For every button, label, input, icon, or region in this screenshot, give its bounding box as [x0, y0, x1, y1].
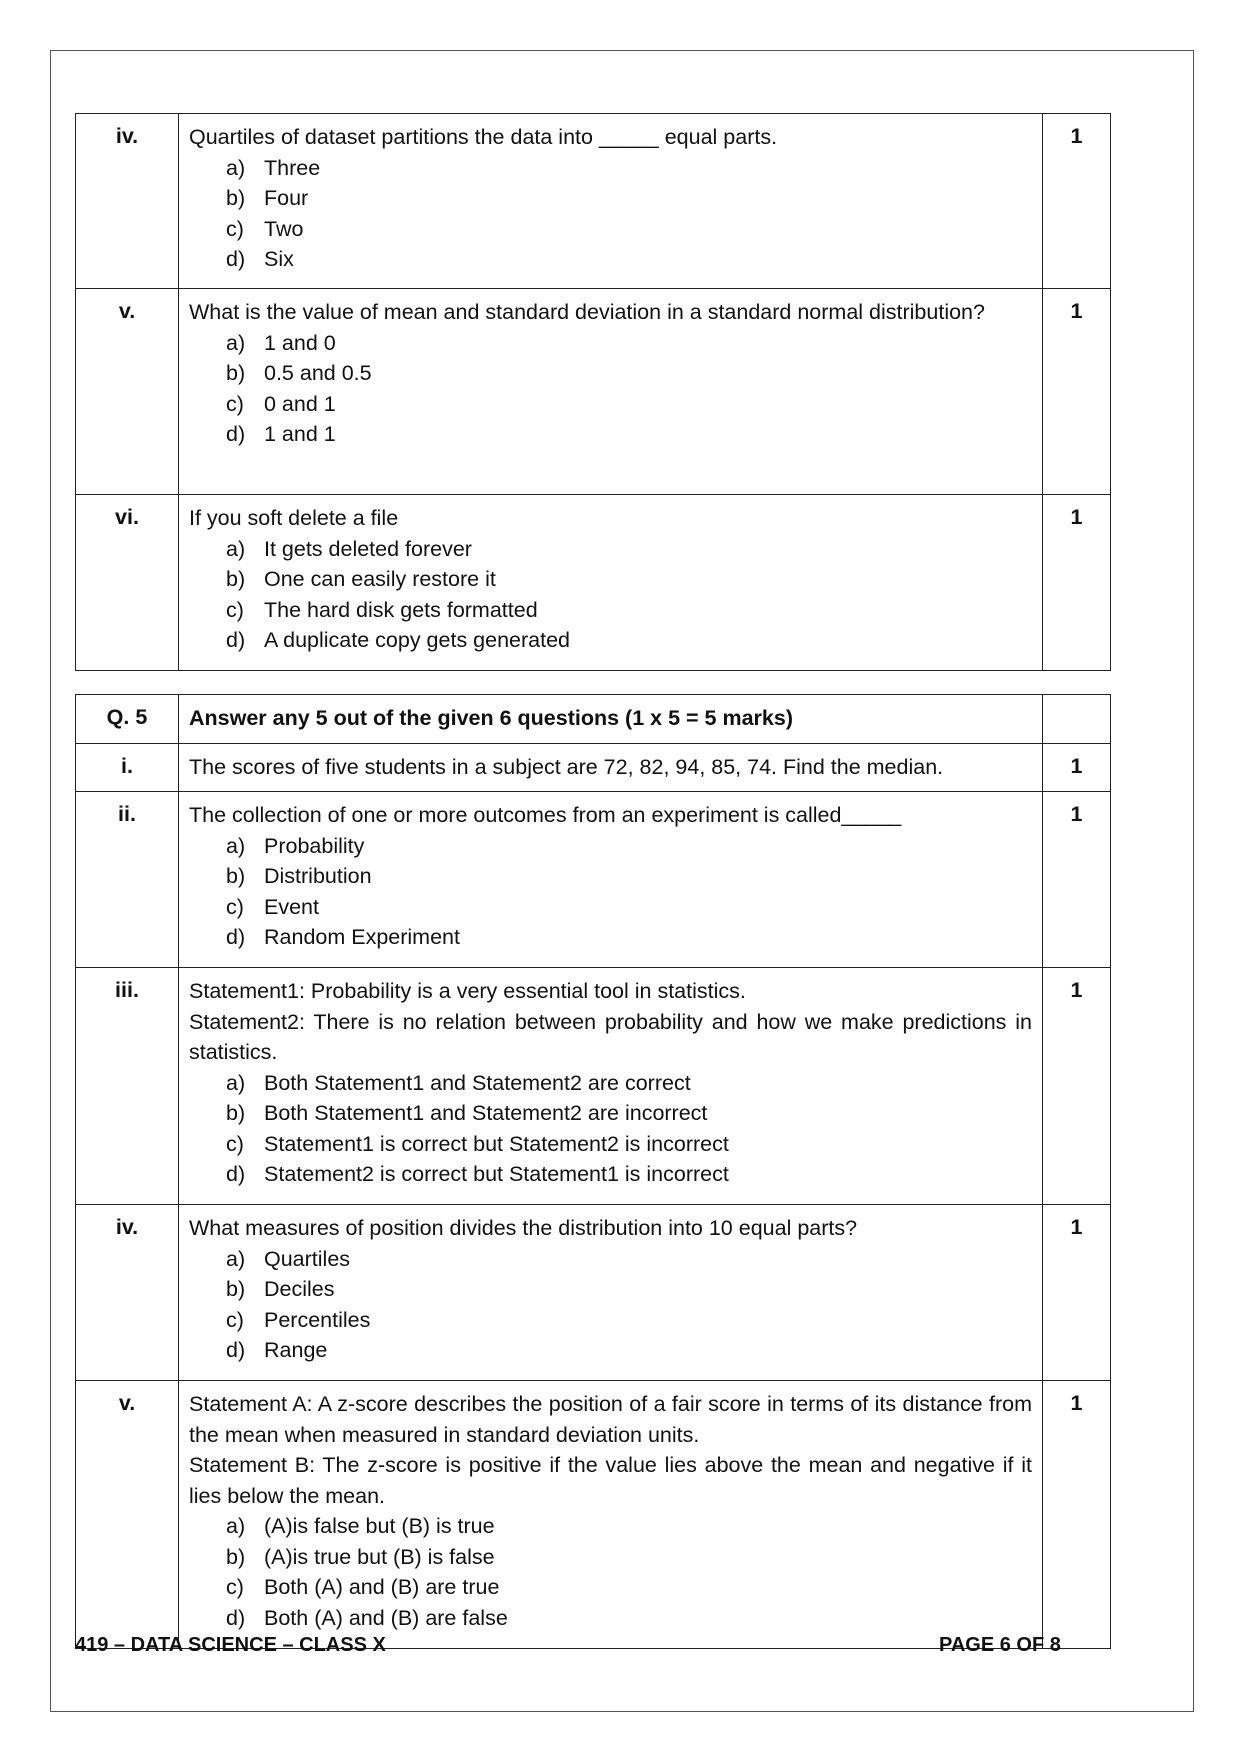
option: c) Statement1 is correct but Statement2 is incorrect [226, 1131, 729, 1156]
question-mark: 1 [1043, 1381, 1111, 1649]
option: a) Three [226, 155, 321, 180]
option: a) Probability [226, 833, 365, 858]
section-instruction: Answer any 5 out of the given 6 questions (1 x 5 = 5 marks) [179, 695, 1043, 744]
question-stem: The collection of one or more outcomes from an experiment is called_____ [189, 803, 902, 827]
option: c) Two [226, 216, 304, 241]
option: c) Percentiles [226, 1307, 371, 1332]
option: b) Four [226, 186, 309, 210]
option: a) (A)is false but (B) is true [226, 1514, 495, 1538]
question-stem: What measures of position divides the distribution into 10 equal parts? [189, 1216, 858, 1240]
option: b) Distribution [226, 864, 372, 888]
option: d) 1 and 1 [226, 422, 336, 446]
question-number: v. [76, 289, 179, 495]
question-stem: If you soft delete a file [189, 506, 399, 530]
question-number: iv. [76, 1205, 179, 1381]
question-stem: What is the value of mean and standard deviation in a standard normal distribution? [189, 300, 985, 324]
question-body [179, 792, 1043, 968]
options-list [189, 153, 1032, 275]
footer-subject: 419 – DATA SCIENCE – CLASS X [75, 1634, 386, 1656]
question-stem: Quartiles of dataset partitions the data into _____ equal parts. [189, 125, 778, 149]
question-number: iii. [76, 968, 179, 1205]
option: b) (A)is true but (B) is false [226, 1544, 495, 1569]
question-row [76, 792, 1111, 968]
section-header-row [76, 695, 1111, 744]
question-row [76, 289, 1111, 495]
question-row [76, 744, 1111, 792]
statement-1: Statement1: Probability is a very essential tool in statistics. [189, 979, 746, 1003]
question-mark: 1 [1043, 495, 1111, 671]
option: c) The hard disk gets formatted [226, 597, 538, 622]
option: b) 0.5 and 0.5 [226, 361, 372, 385]
question-stem: The scores of five students in a subject are 72, 82, 94, 85, 74. Find the median. [189, 755, 944, 779]
option: d) Range [226, 1338, 328, 1362]
options-list [189, 328, 1032, 450]
options-list [189, 831, 1032, 953]
question-row [76, 1205, 1111, 1381]
question-row [76, 1381, 1111, 1649]
option: a) It gets deleted forever [226, 536, 472, 561]
question-number: i. [76, 744, 179, 792]
option: a) Quartiles [226, 1246, 351, 1271]
option: b) One can easily restore it [226, 567, 496, 591]
question-mark: 1 [1043, 968, 1111, 1205]
questions-table-a [75, 113, 1111, 671]
question-row [76, 114, 1111, 289]
question-body [179, 495, 1043, 671]
options-list [189, 1244, 1032, 1366]
question-row [76, 968, 1111, 1205]
option: c) Both (A) and (B) are true [226, 1575, 500, 1599]
option: a) Both Statement1 and Statement2 are correct [226, 1070, 691, 1095]
option: b) Deciles [226, 1277, 335, 1301]
option: b) Both Statement1 and Statement2 are incorrect [226, 1101, 708, 1125]
question-body [179, 1381, 1043, 1649]
option: d) Six [226, 247, 294, 271]
option: d) Random Experiment [226, 925, 460, 949]
footer-page-number: PAGE 6 OF 8 [939, 1634, 1061, 1656]
statement-b: Statement B: The z-score is positive if the value lies above the mean and negative if it lies below the mean. [189, 1453, 1032, 1508]
options-list [189, 1511, 1032, 1633]
question-number: ii. [76, 792, 179, 968]
option: d) Both (A) and (B) are false [226, 1605, 508, 1630]
question-mark: 1 [1043, 792, 1111, 968]
option: c) Event [226, 894, 319, 919]
options-list [189, 1068, 1032, 1190]
section-number: Q. 5 [76, 695, 179, 744]
option: d) A duplicate copy gets generated [226, 628, 570, 652]
question-body [179, 1205, 1043, 1381]
question-body [179, 968, 1043, 1205]
question-body [179, 289, 1043, 495]
option: a) 1 and 0 [226, 330, 336, 355]
option: d) Statement2 is correct but Statement1 is incorrect [226, 1162, 729, 1186]
question-row [76, 495, 1111, 671]
question-mark: 1 [1043, 744, 1111, 792]
question-number: iv. [76, 114, 179, 289]
statement-a: Statement A: A z-score describes the position of a fair score in terms of its distance from the mean when measured in standard deviation units. [189, 1392, 1032, 1447]
options-list [189, 534, 1032, 656]
option: c) 0 and 1 [226, 391, 336, 416]
question-mark: 1 [1043, 114, 1111, 289]
question-number: vi. [76, 495, 179, 671]
question-number: v. [76, 1381, 179, 1649]
question-body [179, 744, 1043, 792]
question-body [179, 114, 1043, 289]
section-mark [1043, 695, 1111, 744]
question-mark: 1 [1043, 1205, 1111, 1381]
questions-table-q5 [75, 694, 1111, 1649]
question-mark: 1 [1043, 289, 1111, 495]
statement-2: Statement2: There is no relation between probability and how we make predictions in statistics. [189, 1009, 1032, 1064]
